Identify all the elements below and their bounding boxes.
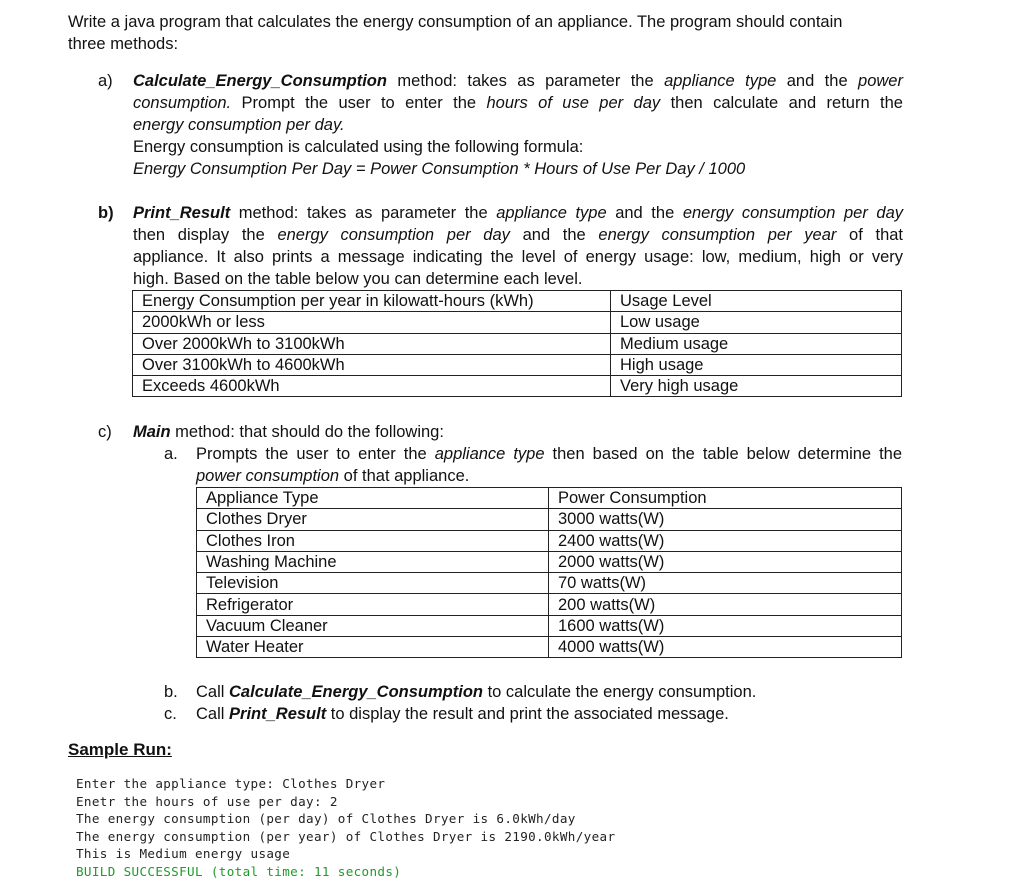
part-b-line-2: then display the energy consumption per day and the energy consumption per year of that	[133, 226, 903, 244]
build-status: BUILD SUCCESSFUL (total time: 11 seconds)	[76, 863, 402, 879]
part-b-line-4: high. Based on the table below you can determine each level.	[133, 270, 583, 288]
part-a-line-3: energy consumption per day.	[133, 116, 345, 134]
formula: Energy Consumption Per Day = Power Consumption * Hours of Use Per Day / 1000	[133, 160, 746, 178]
console-line: The energy consumption (per day) of Clothes Dryer is 6.0kWh/day	[76, 811, 576, 827]
part-c-b-label: b.	[164, 683, 178, 701]
table-cell: Very high usage	[611, 376, 902, 397]
part-c-c-text: Call Print_Result to display the result and print the associated message.	[196, 705, 729, 723]
part-a-line-1: Calculate_Energy_Consumption method: takes as parameter the appliance type and the power	[133, 72, 903, 90]
part-c-a-line-2: power consumption of that appliance.	[196, 467, 470, 485]
table-row	[197, 615, 902, 636]
part-c-c-label: c.	[164, 705, 177, 723]
table-cell: Washing Machine	[197, 551, 549, 572]
part-a-line-2: consumption. Prompt the user to enter the hours of use per day then calculate and return the	[133, 94, 903, 112]
table-row	[197, 594, 902, 615]
part-c-label: c)	[98, 423, 112, 441]
table-cell: High usage	[611, 354, 902, 375]
usage-level-table	[132, 290, 902, 397]
table-row	[197, 530, 902, 551]
header-cell: Energy Consumption per year in kilowatt-hours (kWh)	[133, 291, 611, 312]
table-cell: Water Heater	[197, 637, 549, 658]
part-b-line-1: Print_Result method: takes as parameter the appliance type and the energy consumption per day	[133, 204, 903, 222]
console-line: This is Medium energy usage	[76, 846, 291, 862]
part-b-label: b)	[98, 204, 114, 222]
part-a-line-4: Energy consumption is calculated using the following formula:	[133, 138, 584, 156]
table-header-row	[133, 291, 902, 312]
table-cell: Vacuum Cleaner	[197, 615, 549, 636]
console-line: The energy consumption (per year) of Clothes Dryer is 2190.0kWh/year	[76, 828, 616, 844]
appliance-power-table	[196, 487, 902, 658]
table-cell: Television	[197, 573, 549, 594]
table-cell: 3000 watts(W)	[549, 509, 902, 530]
table-row	[133, 376, 902, 397]
part-c-a-line-1: Prompts the user to enter the appliance type then based on the table below determine the	[196, 445, 903, 463]
part-c-b-text: Call Calculate_Energy_Consumption to calculate the energy consumption.	[196, 683, 757, 701]
table-cell: 200 watts(W)	[549, 594, 902, 615]
intro-line-2: three methods:	[68, 35, 179, 53]
console-line: Enter the appliance type: Clothes Dryer	[76, 776, 386, 791]
part-a-label: a)	[98, 72, 113, 90]
table-cell: Clothes Dryer	[197, 509, 549, 530]
header-cell: Power Consumption	[549, 488, 902, 509]
console-output	[76, 775, 615, 881]
table-cell: 70 watts(W)	[549, 573, 902, 594]
table-row	[197, 509, 902, 530]
table-cell: 2400 watts(W)	[549, 530, 902, 551]
table-cell: 2000 watts(W)	[549, 551, 902, 572]
table-row	[197, 551, 902, 572]
table-row	[197, 573, 902, 594]
header-cell: Usage Level	[611, 291, 902, 312]
part-c-line-1: Main method: that should do the following:	[133, 423, 444, 441]
table-cell: Low usage	[611, 312, 902, 333]
table-row	[133, 354, 902, 375]
table-row	[133, 312, 902, 333]
table-header-row	[197, 488, 902, 509]
table-cell: Over 2000kWh to 3100kWh	[133, 333, 611, 354]
table-cell: 4000 watts(W)	[549, 637, 902, 658]
intro-line-1: Write a java program that calculates the energy consumption of an appliance. The program should contain	[68, 13, 843, 31]
table-cell: Medium usage	[611, 333, 902, 354]
console-line: Enetr the hours of use per day: 2	[76, 793, 338, 809]
table-cell: Exceeds 4600kWh	[133, 376, 611, 397]
part-b-line-3: appliance. It also prints a message indicating the level of energy usage: low, medium, high or very	[133, 248, 903, 266]
table-row	[133, 333, 902, 354]
table-row	[197, 637, 902, 658]
table-cell: Refrigerator	[197, 594, 549, 615]
table-cell: 1600 watts(W)	[549, 615, 902, 636]
part-c-a-label: a.	[164, 445, 178, 463]
table-cell: 2000kWh or less	[133, 312, 611, 333]
table-cell: Clothes Iron	[197, 530, 549, 551]
table-cell: Over 3100kWh to 4600kWh	[133, 354, 611, 375]
sample-run-heading: Sample Run:	[68, 740, 172, 759]
header-cell: Appliance Type	[197, 488, 549, 509]
